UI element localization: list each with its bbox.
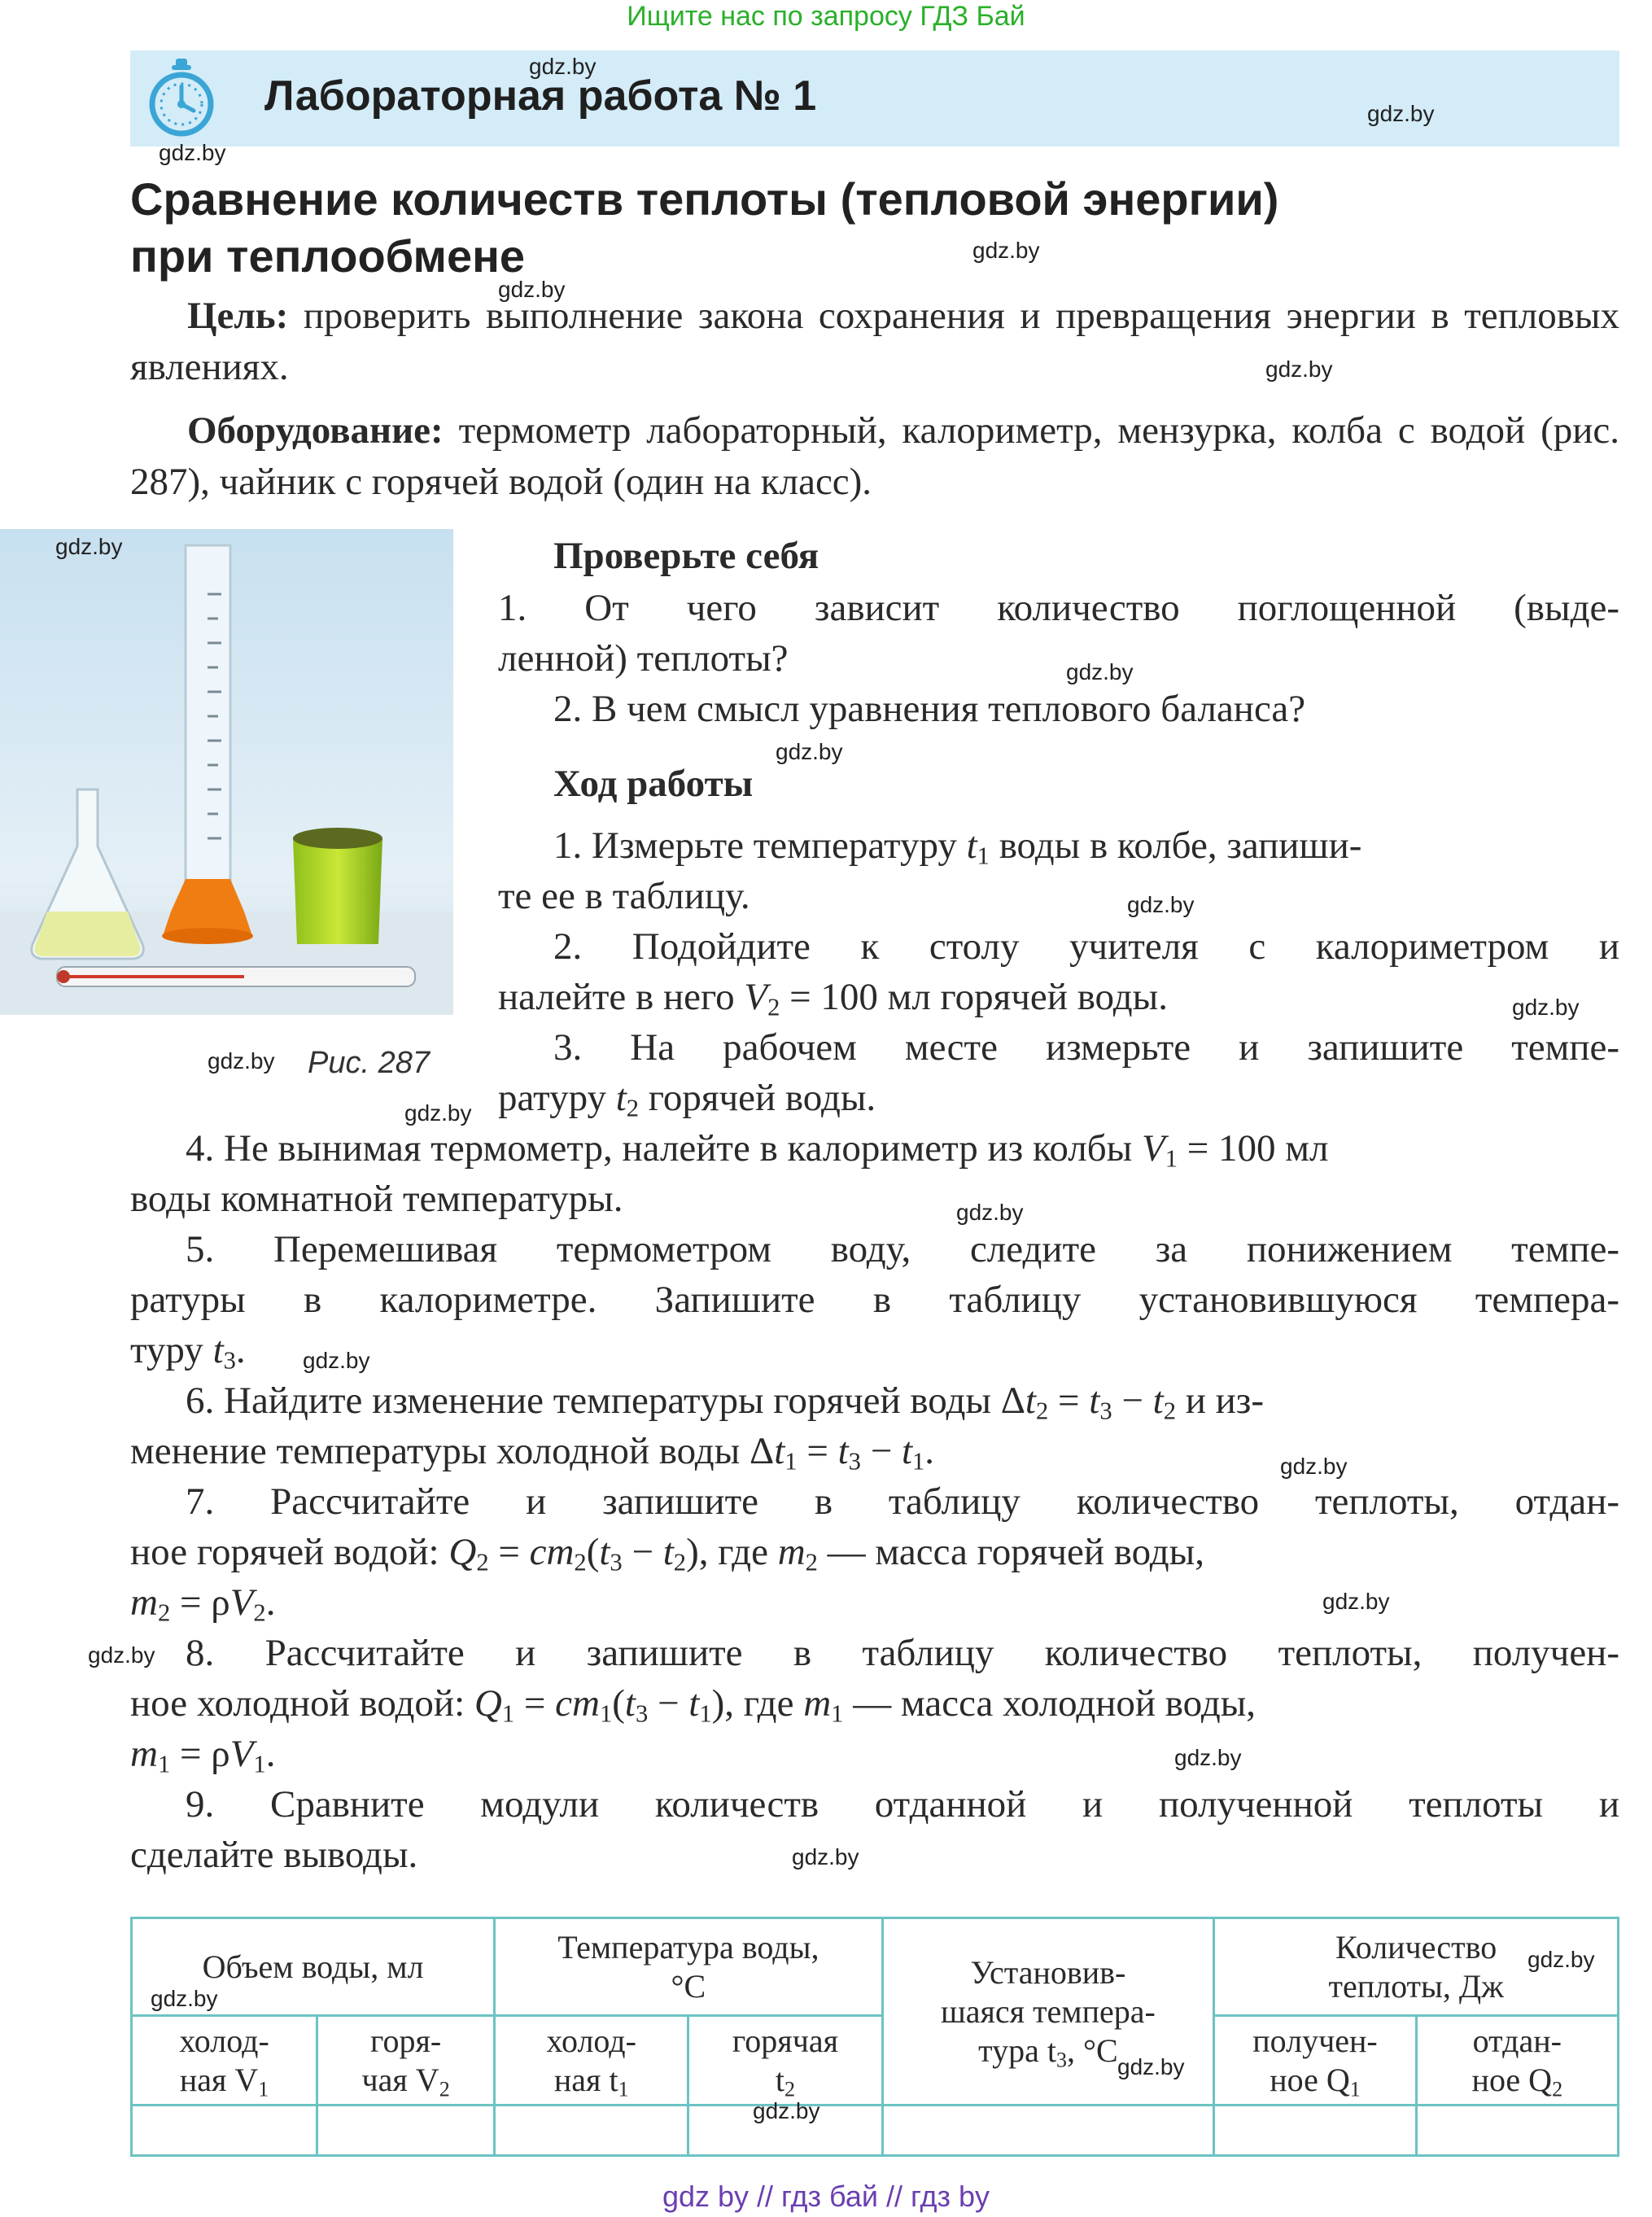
- watermark: gdz.by: [159, 140, 226, 165]
- header-steady-line2: шаяся темпера-: [940, 1992, 1156, 2030]
- step-4-text-a: 4. Не вынимая термометр, налейте в калориметр из колбы: [186, 1127, 1142, 1170]
- step-3-text-b: горячей воды.: [639, 1077, 876, 1119]
- watermark: gdz.by: [88, 1642, 155, 1668]
- step-3-text-a: ратуру: [498, 1077, 616, 1119]
- step-6-line2: менение температуры холодной воды $\Delta t_1 = t_3 - t_1$.: [130, 1430, 935, 1476]
- step-7-text-c: , где: [698, 1531, 778, 1573]
- cell-steady-temp[interactable]: [882, 2105, 1214, 2156]
- header-heat-line1: Количество: [1335, 1928, 1497, 1966]
- work-heading: Ход работы: [553, 763, 754, 805]
- step-7-line1: 7. Рассчитайте и запишите в таблицу количество теплоты, отдан-: [186, 1480, 1619, 1523]
- watermark: gdz.by: [1174, 1745, 1242, 1770]
- stopwatch-icon: [145, 57, 218, 138]
- step-4-text-b: = 100 мл: [1177, 1127, 1329, 1170]
- equipment-paragraph: [130, 405, 1619, 508]
- watermark: gdz.by: [956, 1200, 1024, 1225]
- header-hot-volume: горя- чая $V_2$: [317, 2016, 495, 2105]
- header-steady-line3: тура $t_3$, °C: [978, 2031, 1118, 2071]
- step-8-text-b: ное холодной водой:: [130, 1682, 474, 1725]
- step-6-line1: 6. Найдите изменение температуры горячей воды $\Delta t_2 = t_3 - t_2$ и из-: [186, 1380, 1265, 1425]
- step-2-text-a: налейте в него: [498, 976, 745, 1018]
- header-heat-given: отдан- ное $Q_2$: [1416, 2016, 1618, 2105]
- step-9-line1: 9. Сравните модули количеств отданной и полученной теплоты и: [186, 1783, 1619, 1826]
- equipment-label: Оборудование:: [187, 409, 444, 452]
- check-q1-line1: 1. От чего зависит количество поглощенной (выде-: [498, 587, 1619, 629]
- step-6-text-c: менение температуры холодной воды Δ: [130, 1430, 775, 1472]
- step-5-text-c: туру: [130, 1329, 213, 1371]
- goal-paragraph: [130, 291, 1619, 393]
- watermark: gdz.by: [498, 277, 566, 302]
- header-steady-line1: Установив-: [970, 1953, 1126, 1991]
- step-5-line2: ратуры в калориметре. Запишите в таблицу установившуюся темпера-: [130, 1279, 1619, 1321]
- step-5-line1: 5. Перемешивая термометром воду, следите за понижением темпе-: [186, 1228, 1619, 1270]
- watermark: gdz.by: [776, 739, 843, 764]
- step-8-line1: 8. Рассчитайте и запишите в таблицу количество теплоты, получен-: [186, 1632, 1619, 1674]
- step-4-line2: воды комнатной температуры.: [130, 1178, 623, 1220]
- goal-label: Цель:: [187, 295, 289, 337]
- lab-equipment-photo: [0, 529, 453, 1015]
- header-temperature-line2: °C: [671, 1967, 706, 2005]
- watermark: gdz.by: [753, 2098, 820, 2123]
- watermark: gdz.by: [1512, 995, 1580, 1020]
- equipment-text: термометр лабораторный, калориметр, мензурка, колба с водой (рис. 287), чайник с горячей водой (один на класс).: [130, 409, 1619, 503]
- cell-cold-temp[interactable]: [495, 2105, 688, 2156]
- watermark: gdz.by: [1265, 356, 1333, 382]
- step-1-text-b: воды в колбе, запиши-: [989, 824, 1362, 867]
- step-1-line2: те ее в таблицу.: [498, 875, 750, 917]
- footer-links: gdz by // гдз бай // гдз by: [662, 2180, 990, 2213]
- header-heat-line2: теплоты, Дж: [1328, 1967, 1504, 2005]
- step-5-line3: туру $t_3$.: [130, 1329, 246, 1375]
- watermark: gdz.by: [404, 1100, 472, 1126]
- step-2-line1: 2. Подойдите к столу учителя с калориметром и: [553, 925, 1619, 968]
- watermark: gdz.by: [972, 238, 1040, 263]
- watermark: gdz.by: [303, 1348, 370, 1373]
- page-title: [130, 171, 1619, 285]
- check-q1-line2: ленной) теплоты?: [498, 637, 789, 680]
- step-3-line2: ратуру $t_2$ горячей воды.: [498, 1077, 876, 1122]
- header-temperature-line1: Температура воды,: [557, 1928, 819, 1966]
- cell-hot-volume[interactable]: [317, 2105, 495, 2156]
- header-heat-received: получен- ное $Q_1$: [1214, 2016, 1416, 2105]
- page-title-line1: Сравнение количеств теплоты (тепловой энергии): [130, 173, 1279, 225]
- results-table: [130, 1917, 1619, 2157]
- watermark: gdz.by: [1527, 1947, 1595, 1972]
- step-8-line2: ное холодной водой: $Q_1 = cm_1(t_3 - t_1)$, где $m_1$ — масса холодной воды,: [130, 1682, 1256, 1728]
- header-volume: Объем воды, мл: [132, 1918, 495, 2016]
- step-7-text-d: — масса горячей воды,: [817, 1531, 1204, 1573]
- step-2-line2: налейте в него $V_2 = 100$ мл горячей воды.: [498, 976, 1168, 1021]
- step-8-line3: $m_1 = \rho V_1$.: [130, 1733, 276, 1778]
- cell-heat-received[interactable]: [1214, 2105, 1416, 2156]
- watermark: gdz.by: [1367, 101, 1435, 126]
- goal-text: проверить выполнение закона сохранения и превращения энергии в тепловых явлениях.: [130, 295, 1619, 388]
- step-7-line2: ное горячей водой: $Q_2 = cm_2(t_3 - t_2)$, где $m_2$ — масса горячей воды,: [130, 1531, 1204, 1576]
- check-q2: 2. В чем смысл уравнения теплового баланса?: [553, 688, 1306, 730]
- step-1-line1: 1. Измерьте температуру $t_1$ воды в колбе, запиши-: [553, 824, 1362, 870]
- header-cold-temp: холод- ная $t_1$: [495, 2016, 688, 2105]
- top-banner: Ищите нас по запросу ГДЗ Бай: [627, 1, 1025, 32]
- header-hot-temp: горячая $t_2$: [688, 2016, 882, 2105]
- step-6-text-b: и из-: [1175, 1380, 1265, 1422]
- step-7-text-b: ное горячей водой:: [130, 1531, 449, 1573]
- cell-cold-volume[interactable]: [132, 2105, 317, 2156]
- header-cold-volume: холод- ная $V_1$: [132, 2016, 317, 2105]
- figure-caption: Рис. 287: [308, 1046, 430, 1080]
- step-8-text-c: , где: [724, 1682, 804, 1725]
- step-2-text-b: = 100 мл горячей воды.: [780, 976, 1168, 1018]
- header-temperature: [495, 1918, 882, 2016]
- watermark: gdz.by: [792, 1844, 859, 1869]
- step-3-line1: 3. На рабочем месте измерьте и запишите темпе-: [553, 1026, 1619, 1069]
- watermark: gdz.by: [529, 54, 597, 79]
- watermark: gdz.by: [1322, 1589, 1390, 1614]
- step-9-line2: сделайте выводы.: [130, 1834, 418, 1876]
- step-4-line1: 4. Не вынимая термометр, налейте в калориметр из колбы $V_1 = 100$ мл: [186, 1127, 1329, 1173]
- watermark: gdz.by: [55, 534, 123, 559]
- watermark: gdz.by: [1280, 1454, 1348, 1479]
- watermark: gdz.by: [1066, 659, 1134, 684]
- check-heading: Проверьте себя: [553, 535, 819, 577]
- lab-title: Лабораторная работа № 1: [264, 72, 817, 120]
- step-1-text-a: 1. Измерьте температуру: [553, 824, 967, 867]
- watermark: gdz.by: [1117, 2054, 1185, 2079]
- watermark: gdz.by: [1127, 892, 1195, 917]
- watermark: gdz.by: [208, 1048, 275, 1074]
- step-8-text-d: — масса холодной воды,: [843, 1682, 1256, 1725]
- cell-heat-given[interactable]: [1416, 2105, 1618, 2156]
- page-title-line2: при теплообмене: [130, 230, 526, 282]
- step-6-text-a: 6. Найдите изменение температуры горячей воды Δ: [186, 1380, 1025, 1422]
- step-7-line3: $m_2 = \rho V_2$.: [130, 1581, 276, 1627]
- watermark: gdz.by: [151, 1986, 218, 2011]
